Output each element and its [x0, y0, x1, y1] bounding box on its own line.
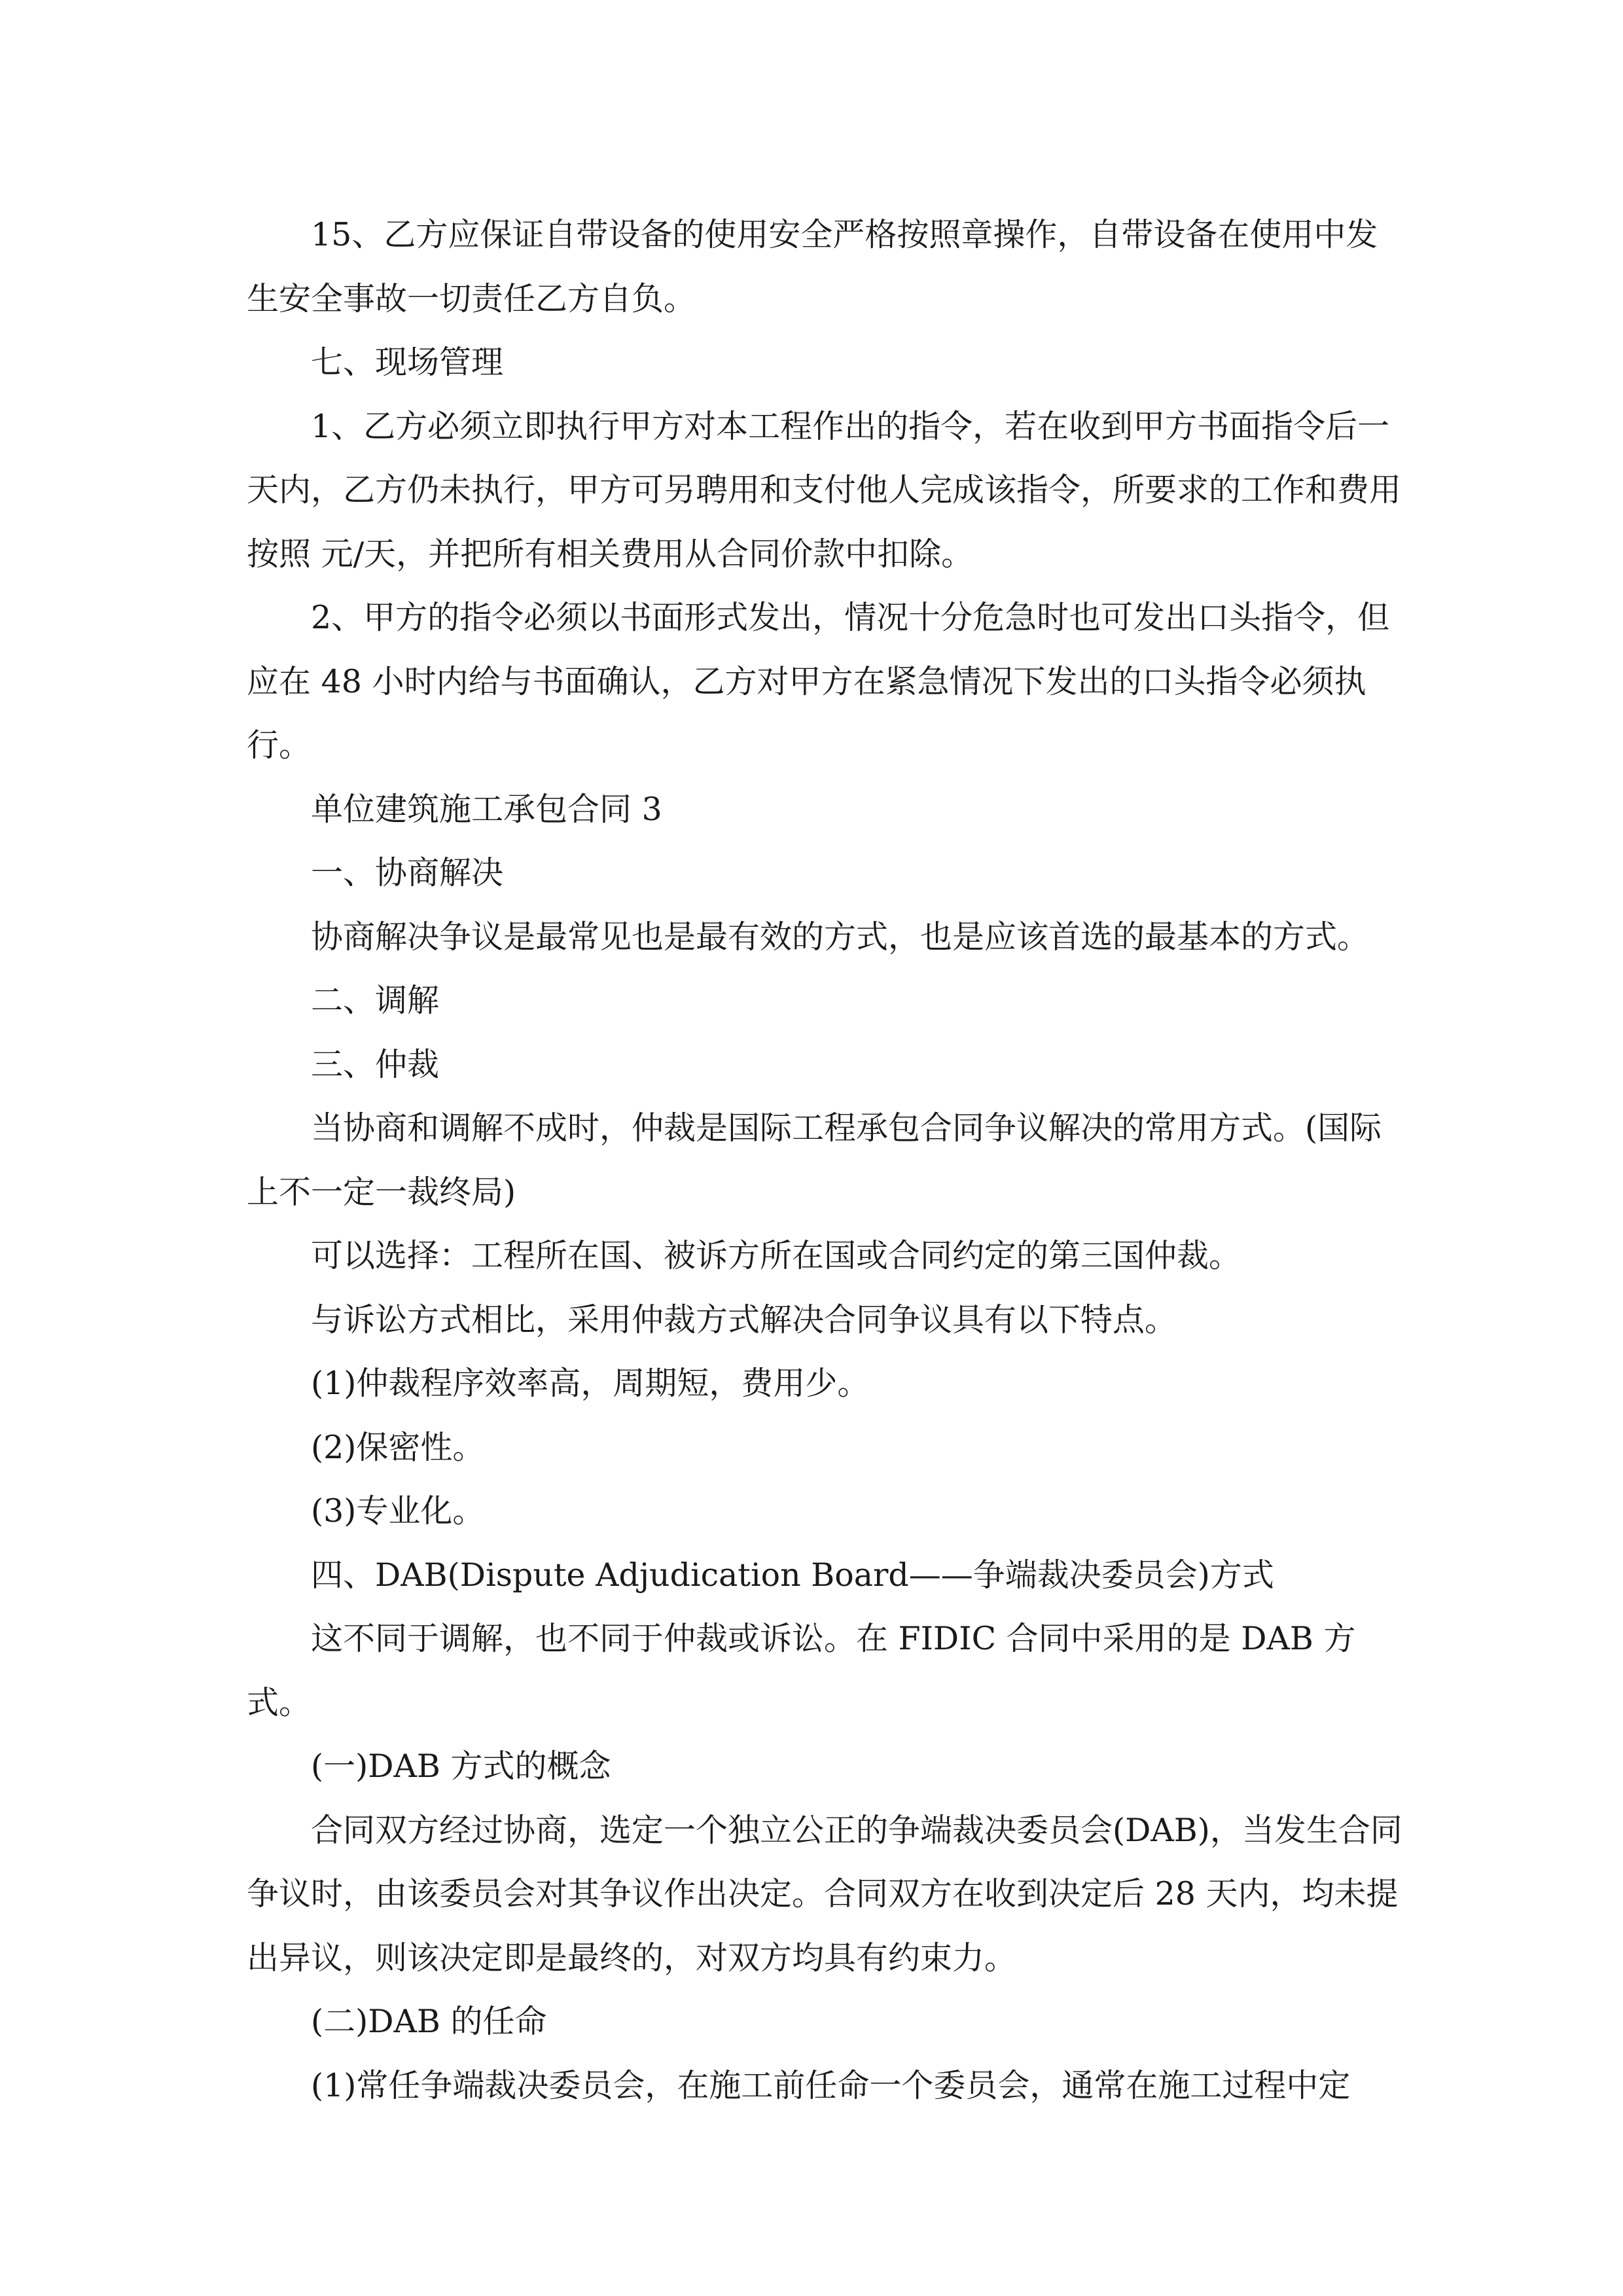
- section-heading: 七、现场管理: [311, 344, 504, 381]
- document-title: 单位建筑施工承包合同 3: [311, 790, 662, 828]
- paragraph: 与诉讼方式相比，采用仲裁方式解决合同争议具有以下特点。: [311, 1300, 1177, 1338]
- paragraph: 可以选择：工程所在国、被诉方所在国或合同约定的第三国仲裁。: [311, 1237, 1241, 1274]
- paragraph: 1、乙方必须立即执行甲方对本工程作出的指令，若在收到甲方书面指令后一天内，乙方仍未执行，甲方可另聘用和支付他人完成该指令，所要求的工作和费用按照 元/天，并把所有相关费用从合同价款中扣除。: [247, 407, 1402, 573]
- section-heading: 二、调解: [311, 982, 440, 1019]
- subsection-heading: (二)DAB 的任命: [311, 2003, 547, 2040]
- list-item: (3)专业化。: [311, 1492, 485, 1530]
- section-heading: 一、协商解决: [311, 854, 504, 891]
- list-item: (2)保密性。: [311, 1428, 485, 1466]
- paragraph: 当协商和调解不成时，仲裁是国际工程承包合同争议解决的常用方式。(国际上不一定一裁终局): [247, 1109, 1382, 1211]
- subsection-heading: (一)DAB 方式的概念: [311, 1748, 611, 1785]
- paragraph: 这不同于调解，也不同于仲裁或诉讼。在 FIDIC 合同中采用的是 DAB 方式。: [247, 1620, 1356, 1721]
- paragraph: 合同双方经过协商，选定一个独立公正的争端裁决委员会(DAB)，当发生合同争议时，由该委员会对其争议作出决定。合同双方在收到决定后 28 天内，均未提出异议，则该决定即是最终的，对双方均具有约束力。: [247, 1811, 1402, 1977]
- section-heading: 三、仲裁: [311, 1045, 440, 1083]
- section-heading: 四、DAB(Dispute Adjudication Board——争端裁决委员会)方式: [311, 1556, 1274, 1594]
- paragraph: 15、乙方应保证自带设备的使用安全严格按照章操作，自带设备在使用中发生安全事故一切责任乙方自负。: [247, 216, 1378, 317]
- list-item: (1)常任争端裁决委员会，在施工前任命一个委员会，通常在施工过程中定: [311, 2066, 1351, 2104]
- list-item: (1)仲裁程序效率高，周期短，费用少。: [311, 1365, 870, 1402]
- document-body: [247, 203, 1405, 2117]
- paragraph: 协商解决争议是最常见也是最有效的方式，也是应该首选的最基本的方式。: [311, 918, 1370, 956]
- paragraph: 2、甲方的指令必须以书面形式发出，情况十分危急时也可发出口头指令，但应在 48 小时内给与书面确认，乙方对甲方在紧急情况下发出的口头指令必须执行。: [247, 599, 1390, 764]
